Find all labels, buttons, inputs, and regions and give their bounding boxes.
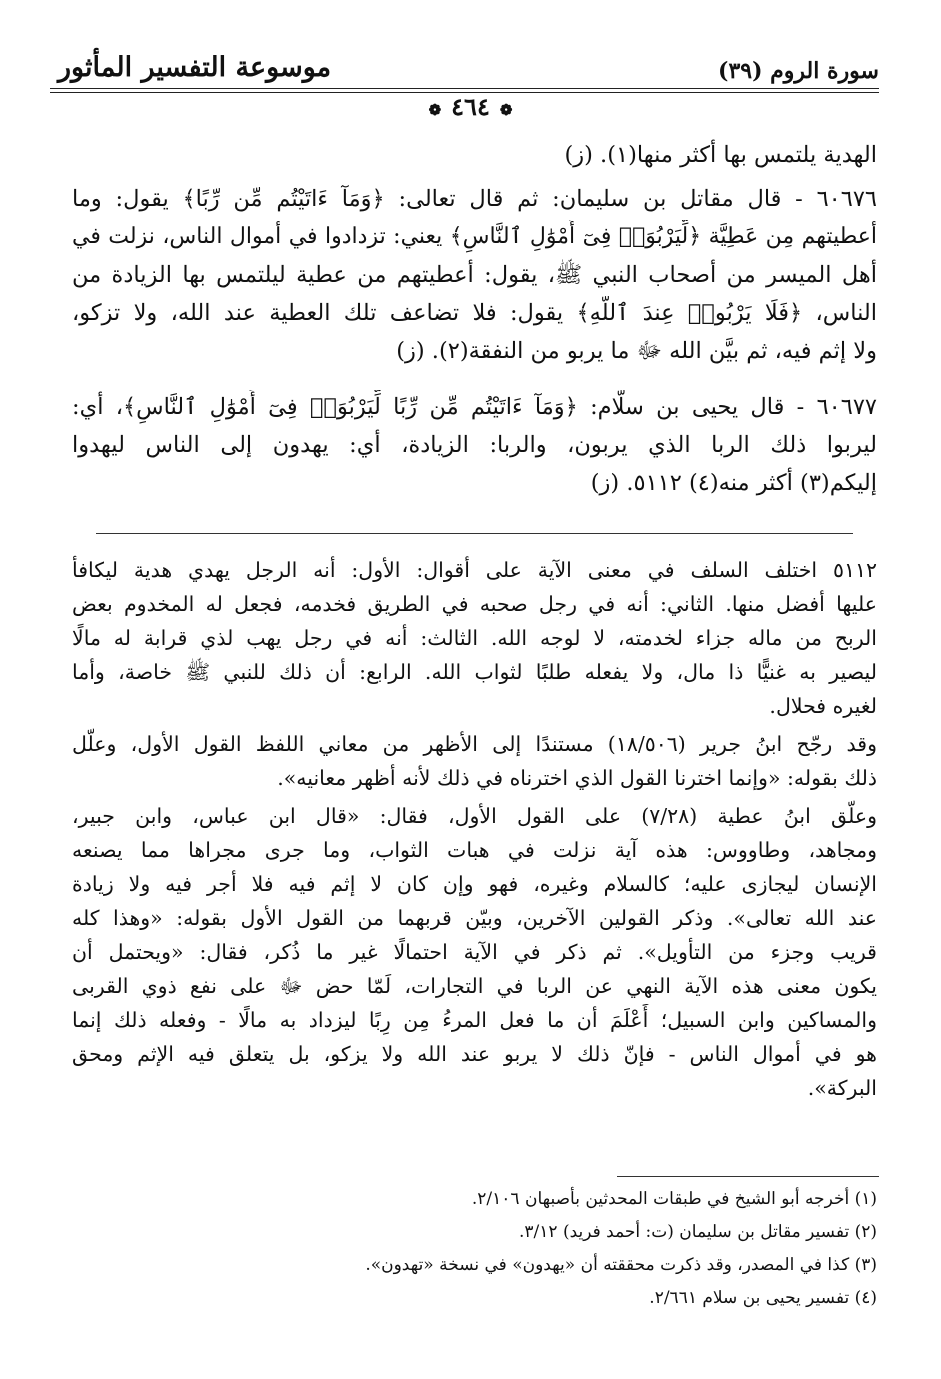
main-line: ٦٠٦٧٦ - قال مقاتل بن سليمان: ثم قال تعالى: ﴿وَمَآ ءَاتَيْتُم مِّن رِّبًا﴾ يقول: وما: [72, 186, 877, 212]
commentary-line: ليصير به غنيًّا ذا مال، ولا يفعله طلبًا لثواب الله. الرابع: أن ذلك للنبي ﷺ خاصة، وأما: [72, 660, 877, 684]
ornament-left-icon: ❁: [428, 101, 442, 119]
main-line: الهدية يلتمس بها أكثر منها(١). (ز): [564, 142, 877, 168]
main-line: إليكم(٣) أكثر منه(٤) ٥١١٢. (ز): [590, 470, 877, 496]
header-rule-top: [50, 88, 879, 89]
commentary-line: ٥١١٢ اختلف السلف في معنى الآية على أقوال: الأول: أنه الرجل يهدي هدية ليكافأ: [72, 558, 877, 582]
book-title: موسوعة التفسير المأثور: [58, 52, 332, 83]
main-line: ليربوا ذلك الربا الذي يربون، والربا: الزيادة، أي: يهدون إلى الناس ليهدوا: [72, 432, 877, 458]
commentary-line: عليها أفضل منها. الثاني: أنه في رجل صحبه في الطريق فخدمه، فجعل له المخدوم بعض: [72, 592, 877, 616]
footnote: (١) أخرجه أبو الشيخ في طبقات المحدثين بأصبهان ٢/١٠٦.: [471, 1189, 877, 1209]
page-number: ٤٦٤: [451, 92, 490, 121]
main-line: أهل الميسر من أصحاب النبي ﷺ، يقول: أعطيتهم من عطية ليلتمس بها الزيادة من: [72, 262, 877, 288]
main-line: ٦٠٦٧٧ - قال يحيى بن سلّام: ﴿وَمَآ ءَاتَيْتُم مِّن رِّبًا لِّيَرْبُوَا۟ فِىٓ أَمْوَٰلِ ٱلنَّاسِ﴾، أي:: [72, 394, 877, 420]
commentary-line: يكون معنى هذه الآية النهي عن الربا في التجارات، لَمّا حض ﷻ على نفع ذوي القربى: [72, 974, 877, 998]
commentary-line: الربح من ماله جزاء لخدمته، لا لوجه الله. الثالث: أنه في رجل يهب لذي قرابة له مالًا: [72, 626, 877, 650]
commentary-line: وقد رجّح ابنُ جرير (١٨/٥٠٦) مستندًا إلى الأظهر من معاني اللفظ القول الأول، وعلّل: [72, 732, 877, 756]
commentary-line: ذلك بقوله: «وإنما اخترنا القول الذي اخترناه في ذلك لأنه أظهر معانيه».: [277, 766, 877, 790]
ornament-right-icon: ❁: [499, 101, 513, 119]
commentary-line: ومجاهد، وطاووس: هذه آية نزلت في هبات الثواب، وما جرى مجراها مما يصنعه: [72, 838, 877, 862]
main-line: الناس، ﴿فَلَا يَرْبُوا۟ عِندَ ٱللَّهِ﴾ يقول: فلا تضاعف تلك العطية عند الله، ولا تزكو،: [72, 300, 877, 326]
commentary-separator: [96, 533, 853, 534]
footnote: (٢) تفسير مقاتل بن سليمان (ت: أحمد فريد) ٣/١٢.: [519, 1222, 877, 1242]
commentary-line: لغيره فحلال.: [769, 694, 877, 718]
commentary-line: وعلّق ابنُ عطية (٧/٢٨) على القول الأول، فقال: «قال ابن عباس، وابن جبير،: [72, 804, 877, 828]
commentary-line: عند الله تعالى». وذكر القولين الآخرين، وبيّن قربهما من القول الأول بقوله: «وهذا كله: [72, 906, 877, 930]
footnote-separator: [617, 1176, 879, 1177]
page-number-row: [0, 92, 941, 121]
footnote: (٣) كذا في المصدر، وقد ذكرت محققته أن «يهدون» في نسخة «تهدون».: [365, 1255, 877, 1275]
commentary-line: البركة».: [807, 1076, 877, 1100]
footnote: (٤) تفسير يحيى بن سلام ٢/٦٦١.: [649, 1288, 877, 1308]
surah-label: سورة الروم (٣٩): [718, 58, 879, 84]
commentary-line: قريب وجزء من التأويل». ثم ذكر في الآية احتمالًا غير ما ذُكر، فقال: «ويحتمل أن: [72, 940, 877, 964]
main-line: ولا إثم فيه، ثم بيَّن الله ﷻ ما يربو من النفقة(٢). (ز): [396, 338, 877, 364]
main-line: أعطيتهم مِن عَطِيَّة ﴿لِّيَرْبُوَا۟ فِىٓ أَمْوَٰلِ ٱلنَّاسِ﴾ يعني: تزدادوا في أموال الناس، نزلت في: [72, 224, 877, 249]
commentary-line: الإنسان ليجازى عليه؛ كالسلام وغيره، فهو وإن كان لا إثم فيه فلا أجر فيه ولا زيادة: [72, 872, 877, 896]
commentary-line: هو في أموال الناس - فإنّ ذلك لا يربو عند الله ولا يزكو، بل يتعلق فيه الإثم ومحق: [72, 1042, 877, 1066]
commentary-line: والمساكين وابن السبيل؛ أَعْلَمَ أن ما فعل المرءُ مِن رِبًا ليزداد به مالًا - وفعله ذلك إنما: [72, 1008, 877, 1032]
